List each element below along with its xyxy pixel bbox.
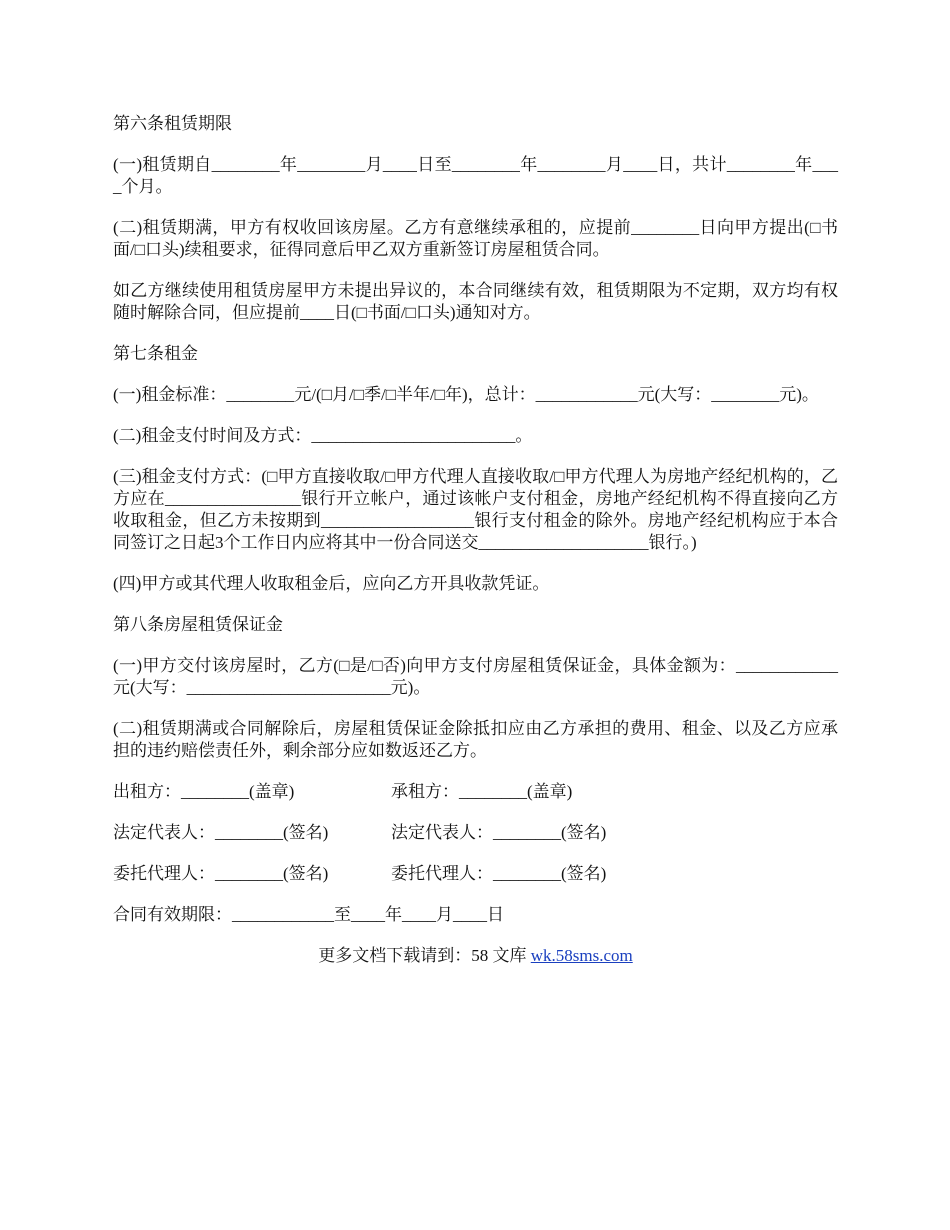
- article-8-deposit-amount: (一)甲方交付该房屋时，乙方(□是/□否)向甲方支付房屋租赁保证金，具体金额为：____________元(大写：________________________元)。: [113, 656, 838, 697]
- article-8-deposit-return: (二)租赁期满或合同解除后，房屋租赁保证金除抵扣应由乙方承担的费用、租金、以及乙方应承担的违约赔偿责任外，剩余部分应如数返还乙方。: [113, 719, 838, 760]
- article-7-heading: 第七条租金: [113, 344, 198, 363]
- document-page: [113, 113, 838, 967]
- contract-validity-row: [113, 904, 838, 926]
- footer: [113, 945, 838, 967]
- article-7-receipt: (四)甲方或其代理人收取租金后，应向乙方开具收款凭证。: [113, 574, 550, 593]
- footer-text: 更多文档下载请到：58 文库: [318, 946, 531, 965]
- article-7-payment-time: (二)租金支付时间及方式：________________________。: [113, 426, 533, 445]
- lessee-signature: 承租方：________(盖章): [391, 782, 573, 801]
- lessor-representative: 法定代表人：________(签名): [113, 823, 329, 842]
- signature-row-parties: [113, 781, 838, 803]
- signature-row-representatives: [113, 822, 838, 844]
- lessor-agent: 委托代理人：________(签名): [113, 864, 329, 883]
- article-6-lease-term: (一)租赁期自________年________月____日至________年________月____日，共计________年____个月。: [113, 155, 838, 196]
- contract-validity: 合同有效期限：____________至____年____月____日: [113, 905, 504, 924]
- article-6-renewal: (二)租赁期满，甲方有权收回该房屋。乙方有意继续承租的，应提前________日向甲方提出(□书面/□口头)续租要求，征得同意后甲乙双方重新签订房屋租赁合同。: [113, 218, 838, 259]
- article-6-indefinite-term: 如乙方继续使用租赁房屋甲方未提出异议的，本合同继续有效，租赁期限为不定期，双方均有权随时解除合同，但应提前____日(□书面/□口头)通知对方。: [113, 281, 838, 322]
- signature-row-agents: [113, 863, 838, 885]
- article-6-heading: 第六条租赁期限: [113, 114, 232, 133]
- article-7-payment-method: (三)租金支付方式：(□甲方直接收取/□甲方代理人直接收取/□甲方代理人为房地产经纪机构的，乙方应在________________银行开立帐户，通过该帐户支付租金，房地产经纪机构不得直接向乙方收取租金，但乙方未按期到__________________银行支付租金的除外。房地产经纪机构应于本合同签订之日起3个工作日内应将其中一份合同送交____________________银行。): [113, 467, 838, 552]
- footer-link[interactable]: wk.58sms.com: [530, 946, 633, 965]
- lessee-agent: 委托代理人：________(签名): [391, 864, 607, 883]
- lessee-representative: 法定代表人：________(签名): [391, 823, 607, 842]
- article-7-rent-standard: (一)租金标准：________元/(□月/□季/□半年/□年)，总计：____________元(大写：________元)。: [113, 385, 819, 404]
- article-8-heading: 第八条房屋租赁保证金: [113, 615, 283, 634]
- lessor-signature: 出租方：________(盖章): [113, 782, 295, 801]
